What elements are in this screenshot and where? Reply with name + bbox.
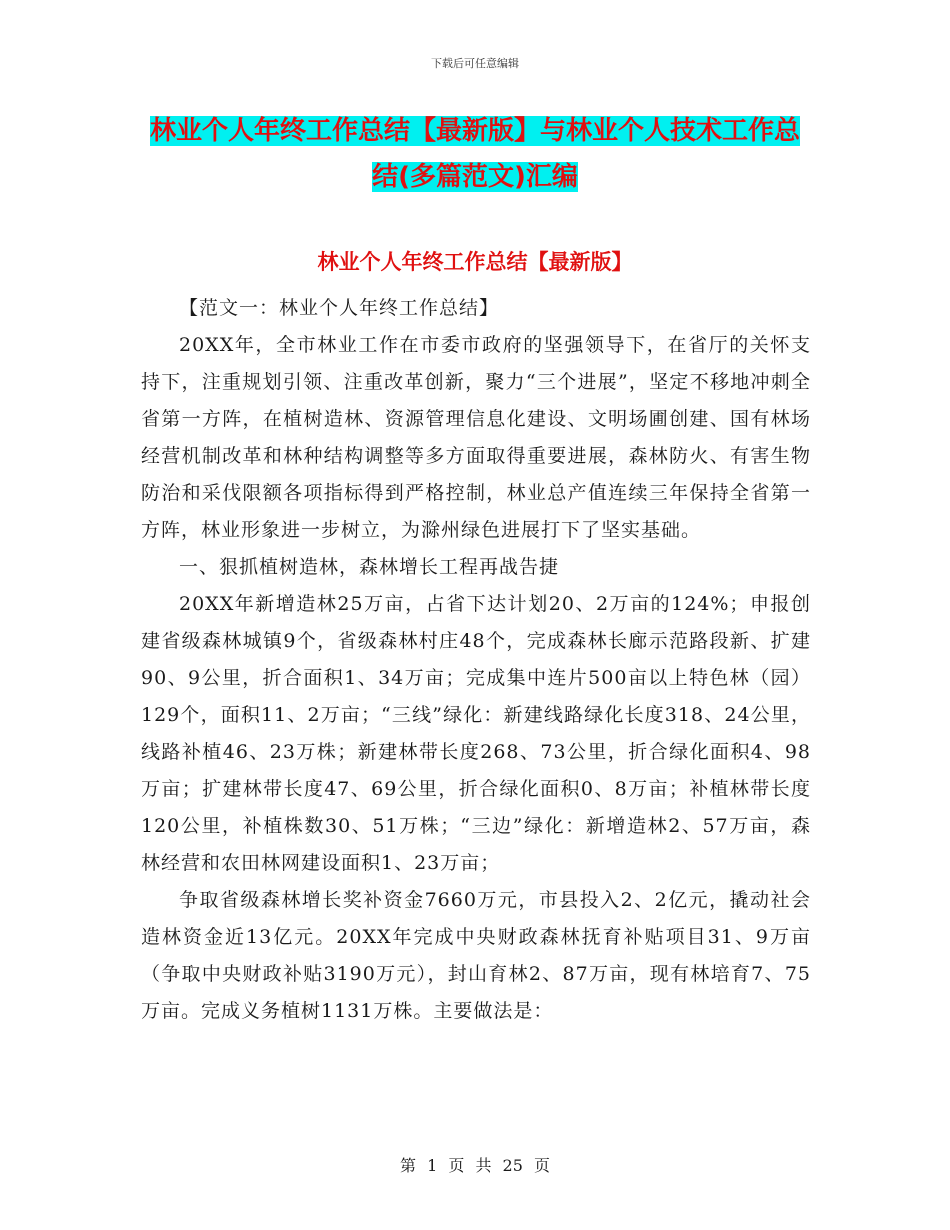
document-title — [140, 108, 810, 200]
paragraph: 20XX年新增造林25万亩，占省下达计划20、2万亩的124%；申报创建省级森林城镇9个，省级森林村庄48个，完成森林长廊示范路段新、扩建90、9公里，折合面积1、34万亩；完成集中连片500亩以上特色林（园）129个，面积11、2万亩；“三线”绿化：新建线路绿化长度318、24公里，线路补植46、23万株；新建林带长度268、73公里，折合绿化面积4、98万亩；扩建林带长度47、69公里，折合绿化面积0、8万亩；补植林带长度120公里，补植株数30、51万株；“三边”绿化：新增造林2、57万亩，森林经营和农田林网建设面积1、23万亩； — [141, 593, 811, 874]
page-number-footer: 第 1 页 共 25 页 — [400, 1156, 550, 1175]
body-text — [141, 290, 811, 1030]
sample-label: 【范文一：林业个人年终工作总结】 — [179, 297, 500, 319]
section-title: 林业个人年终工作总结【最新版】 — [317, 250, 633, 274]
paragraph: 争取省级森林增长奖补资金7660万元，市县投入2、2亿元，撬动社会造林资金近13亿元。20XX年完成中央财政森林抚育补贴项目31、9万亩（争取中央财政补贴3190万元），封山育林2、87万亩，现有林培育7、75万亩。完成义务植树1131万株。主要做法是： — [141, 889, 811, 1022]
subheading: 一、狠抓植树造林，森林增长工程再战告捷 — [179, 556, 560, 578]
document-title-text: 林业个人年终工作总结【最新版】与林业个人技术工作总结(多篇范文)汇编 — [149, 116, 800, 192]
paragraph: 20XX年，全市林业工作在市委市政府的坚强领导下，在省厅的关怀支持下，注重规划引领、注重改革创新，聚力“三个进展”，坚定不移地冲刺全省第一方阵，在植树造林、资源管理信息化建设、文明场圃创建、国有林场经营机制改革和林种结构调整等多方面取得重要进展，森林防火、有害生物防治和采伐限额各项指标得到严格控制，林业总产值连续三年保持全省第一方阵，林业形象进一步树立，为滁州绿色进展打下了坚实基础。 — [141, 334, 811, 541]
header-note: 下载后可任意编辑 — [431, 57, 519, 70]
